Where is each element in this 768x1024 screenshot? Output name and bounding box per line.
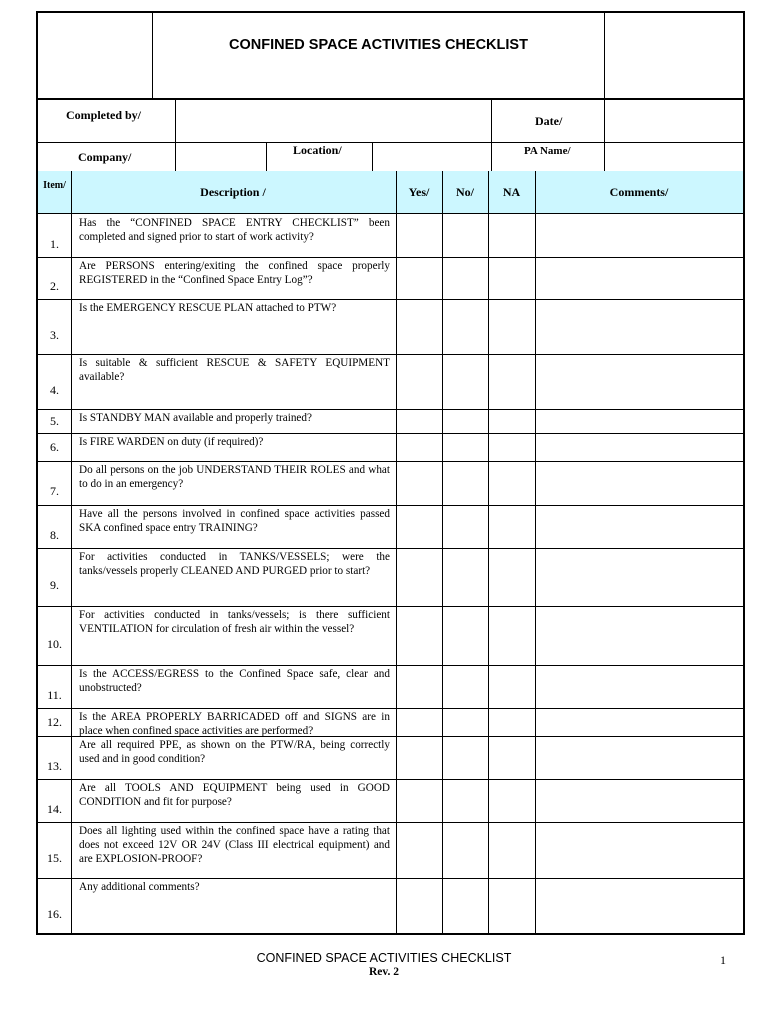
na-cell[interactable] <box>489 215 535 257</box>
logo-box-right <box>604 13 743 99</box>
na-cell[interactable] <box>489 780 535 822</box>
comments-cell[interactable] <box>536 607 743 665</box>
item-number: 14. <box>47 801 62 816</box>
item-number: 9. <box>50 578 59 592</box>
comments-cell[interactable] <box>536 434 743 461</box>
company-label: Company/ <box>78 150 132 164</box>
item-description: Are all TOOLS AND EQUIPMENT being used in GOOD CONDITION and fit for purpose? <box>79 782 390 808</box>
yes-cell[interactable] <box>397 823 442 878</box>
item-number: 16. <box>47 907 62 921</box>
comments-cell[interactable] <box>536 258 743 299</box>
page-number: 1 <box>720 953 726 967</box>
comments-cell[interactable] <box>536 215 743 257</box>
yes-cell[interactable] <box>397 737 442 779</box>
na-cell[interactable] <box>489 258 535 299</box>
column-description: Description / <box>200 185 266 199</box>
yes-cell[interactable] <box>397 506 442 548</box>
completed-by-label: Completed by/ <box>66 108 141 122</box>
date-label: Date/ <box>535 114 563 128</box>
item-description: Is FIRE WARDEN on duty (if required)? <box>79 436 264 448</box>
table-header-bottom <box>38 213 743 214</box>
yes-cell[interactable] <box>397 549 442 606</box>
na-cell[interactable] <box>489 737 535 779</box>
no-cell[interactable] <box>443 355 488 409</box>
no-cell[interactable] <box>443 300 488 354</box>
row-divider <box>38 934 743 935</box>
item-description: Has the “CONFINED SPACE ENTRY CHECKLIST” been completed and signed prior to start of work activity? <box>79 217 390 243</box>
item-number: 8. <box>50 527 59 542</box>
column-item: Item/ <box>43 180 66 191</box>
no-cell[interactable] <box>443 258 488 299</box>
item-number: 15. <box>47 851 62 865</box>
item-description: For activities conducted in TANKS/VESSELS; were the tanks/vessels properly CLEANED AND PURGED prior to start? <box>79 551 390 577</box>
na-cell[interactable] <box>489 355 535 409</box>
no-cell[interactable] <box>443 462 488 505</box>
item-number: 4. <box>50 382 59 397</box>
comments-cell[interactable] <box>536 709 743 736</box>
form-divider <box>604 99 605 171</box>
comments-cell[interactable] <box>536 879 743 934</box>
logo-box-left <box>38 13 153 99</box>
item-number: 12. <box>47 715 62 729</box>
item-description: Are PERSONS entering/exiting the confined space properly REGISTERED in the “Confined Space Entry Log”? <box>79 260 390 286</box>
yes-cell[interactable] <box>397 879 442 934</box>
column-no: No/ <box>456 185 474 199</box>
comments-cell[interactable] <box>536 462 743 505</box>
item-number: 1. <box>50 236 59 251</box>
na-cell[interactable] <box>489 410 535 433</box>
yes-cell[interactable] <box>397 780 442 822</box>
item-description: Do all persons on the job UNDERSTAND THEIR ROLES and what to do in an emergency? <box>79 464 390 490</box>
pa-name-label: PA Name/ <box>524 145 571 157</box>
item-number: 11. <box>47 687 62 702</box>
no-cell[interactable] <box>443 780 488 822</box>
form-row-divider <box>38 142 743 143</box>
yes-cell[interactable] <box>397 607 442 665</box>
no-cell[interactable] <box>443 607 488 665</box>
comments-cell[interactable] <box>536 737 743 779</box>
item-number: 10. <box>47 636 62 651</box>
item-description: Any additional comments? <box>79 881 200 893</box>
no-cell[interactable] <box>443 879 488 934</box>
item-description: Is the EMERGENCY RESCUE PLAN attached to PTW? <box>79 302 337 314</box>
item-description: Are all required PPE, as shown on the PTW/RA, being correctly used and in good condition? <box>79 739 390 765</box>
item-number: 6. <box>50 440 59 454</box>
yes-cell[interactable] <box>397 355 442 409</box>
header-divider <box>38 98 743 100</box>
na-cell[interactable] <box>489 300 535 354</box>
comments-cell[interactable] <box>536 823 743 878</box>
document-header <box>38 13 743 99</box>
no-cell[interactable] <box>443 410 488 433</box>
item-number: 7. <box>50 484 59 498</box>
na-cell[interactable] <box>489 666 535 708</box>
item-description: Is suitable & sufficient RESCUE & SAFETY EQUIPMENT available? <box>79 357 390 383</box>
comments-cell[interactable] <box>536 666 743 708</box>
item-number: 13. <box>47 758 62 773</box>
no-cell[interactable] <box>443 737 488 779</box>
na-cell[interactable] <box>489 506 535 548</box>
comments-cell[interactable] <box>536 780 743 822</box>
yes-cell[interactable] <box>397 709 442 736</box>
no-cell[interactable] <box>443 434 488 461</box>
yes-cell[interactable] <box>397 666 442 708</box>
no-cell[interactable] <box>443 823 488 878</box>
column-na: NA <box>502 185 521 199</box>
yes-cell[interactable] <box>397 300 442 354</box>
form-divider <box>175 99 176 171</box>
na-cell[interactable] <box>489 434 535 461</box>
item-description: Is STANDBY MAN available and properly trained? <box>79 412 312 424</box>
na-cell[interactable] <box>489 823 535 878</box>
item-number: 5. <box>50 414 59 428</box>
na-cell[interactable] <box>489 607 535 665</box>
yes-cell[interactable] <box>397 215 442 257</box>
no-cell[interactable] <box>443 709 488 736</box>
yes-cell[interactable] <box>397 258 442 299</box>
item-description: Is the AREA PROPERLY BARRICADED off and SIGNS are in place when confined space activities are performed? <box>79 711 390 737</box>
document-title: CONFINED SPACE ACTIVITIES CHECKLIST <box>229 37 528 53</box>
na-cell[interactable] <box>489 549 535 606</box>
item-description: Is the ACCESS/EGRESS to the Confined Space safe, clear and unobstructed? <box>79 668 390 694</box>
item-description: Have all the persons involved in confined space activities passed SKA confined space entry TRAINING? <box>79 508 390 534</box>
yes-cell[interactable] <box>397 410 442 433</box>
location-label: Location/ <box>293 143 342 157</box>
footer-revision: Rev. 2 <box>368 966 400 978</box>
item-number: 2. <box>50 279 59 293</box>
form-divider <box>372 142 373 171</box>
no-cell[interactable] <box>443 215 488 257</box>
form-divider <box>491 99 492 171</box>
column-yes: Yes/ <box>408 185 430 199</box>
col-line-item <box>71 171 72 934</box>
na-cell[interactable] <box>489 462 535 505</box>
yes-cell[interactable] <box>397 462 442 505</box>
table-header <box>38 171 743 213</box>
comments-cell[interactable] <box>536 300 743 354</box>
item-description: For activities conducted in tanks/vessels; is there sufficient VENTILATION for circulation of fresh air within the vessel? <box>79 609 390 635</box>
column-comments: Comments/ <box>609 185 669 199</box>
form-divider <box>266 142 267 171</box>
item-description: Does all lighting used within the confined space have a rating that does not exceed 12V OR 24V (Class III electrical equipment) and are EXPLOSION-PROOF? <box>79 825 390 865</box>
na-cell[interactable] <box>489 709 535 736</box>
yes-cell[interactable] <box>397 434 442 461</box>
no-cell[interactable] <box>443 549 488 606</box>
comments-cell[interactable] <box>536 549 743 606</box>
comments-cell[interactable] <box>536 410 743 433</box>
comments-cell[interactable] <box>536 355 743 409</box>
footer-title: CONFINED SPACE ACTIVITIES CHECKLIST <box>256 951 512 965</box>
na-cell[interactable] <box>489 879 535 934</box>
no-cell[interactable] <box>443 666 488 708</box>
no-cell[interactable] <box>443 506 488 548</box>
comments-cell[interactable] <box>536 506 743 548</box>
item-number: 3. <box>50 327 59 342</box>
